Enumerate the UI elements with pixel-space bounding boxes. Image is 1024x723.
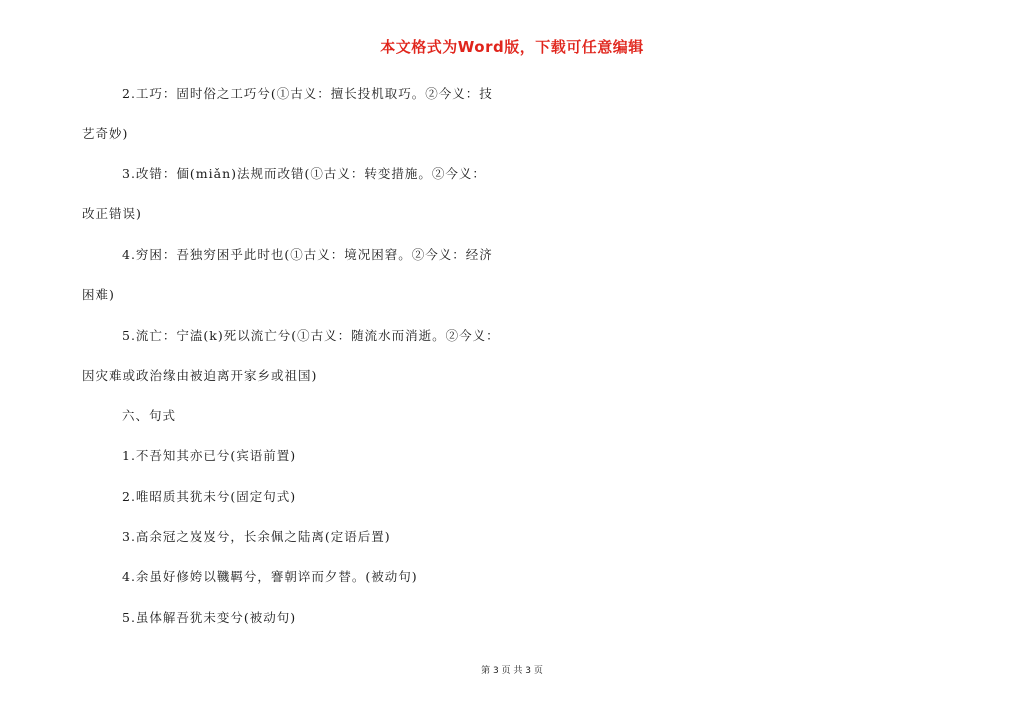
paragraph-line: 1.不吾知其亦已兮(宾语前置) <box>122 448 297 463</box>
paragraph-line: 3.改错：偭(miǎn)法规而改错(①古义：转变措施。②今义： <box>122 166 486 181</box>
paragraph-line: 艺奇妙) <box>82 126 129 141</box>
paragraph-line: 4.余虽好修姱以鞿羁兮，謇朝谇而夕替。(被动句) <box>122 569 418 584</box>
paragraph-line: 2.工巧：固时俗之工巧兮(①古义：擅长投机取巧。②今义：技 <box>122 86 493 101</box>
paragraph-line: 5.流亡：宁溘(k)死以流亡兮(①古义：随流水而消逝。②今义： <box>122 328 500 343</box>
paragraph-line: 困难) <box>82 287 115 302</box>
document-header-title: 本文格式为Word版，下载可任意编辑 <box>380 38 644 56</box>
section-heading: 六、句式 <box>122 408 177 423</box>
paragraph-line: 改正错误) <box>82 206 142 221</box>
paragraph-line: 5.虽体解吾犹未变兮(被动句) <box>122 610 297 625</box>
paragraph-line: 因灾难或政治缘由被迫离开家乡或祖国) <box>82 368 318 383</box>
paragraph-line: 2.唯昭质其犹未兮(固定句式) <box>122 489 297 504</box>
page-number-footer: 第 3 页 共 3 页 <box>481 666 543 676</box>
paragraph-line: 4.穷困：吾独穷困乎此时也(①古义：境况困窘。②今义：经济 <box>122 247 493 262</box>
paragraph-line: 3.高余冠之岌岌兮，长余佩之陆离(定语后置) <box>122 529 391 544</box>
